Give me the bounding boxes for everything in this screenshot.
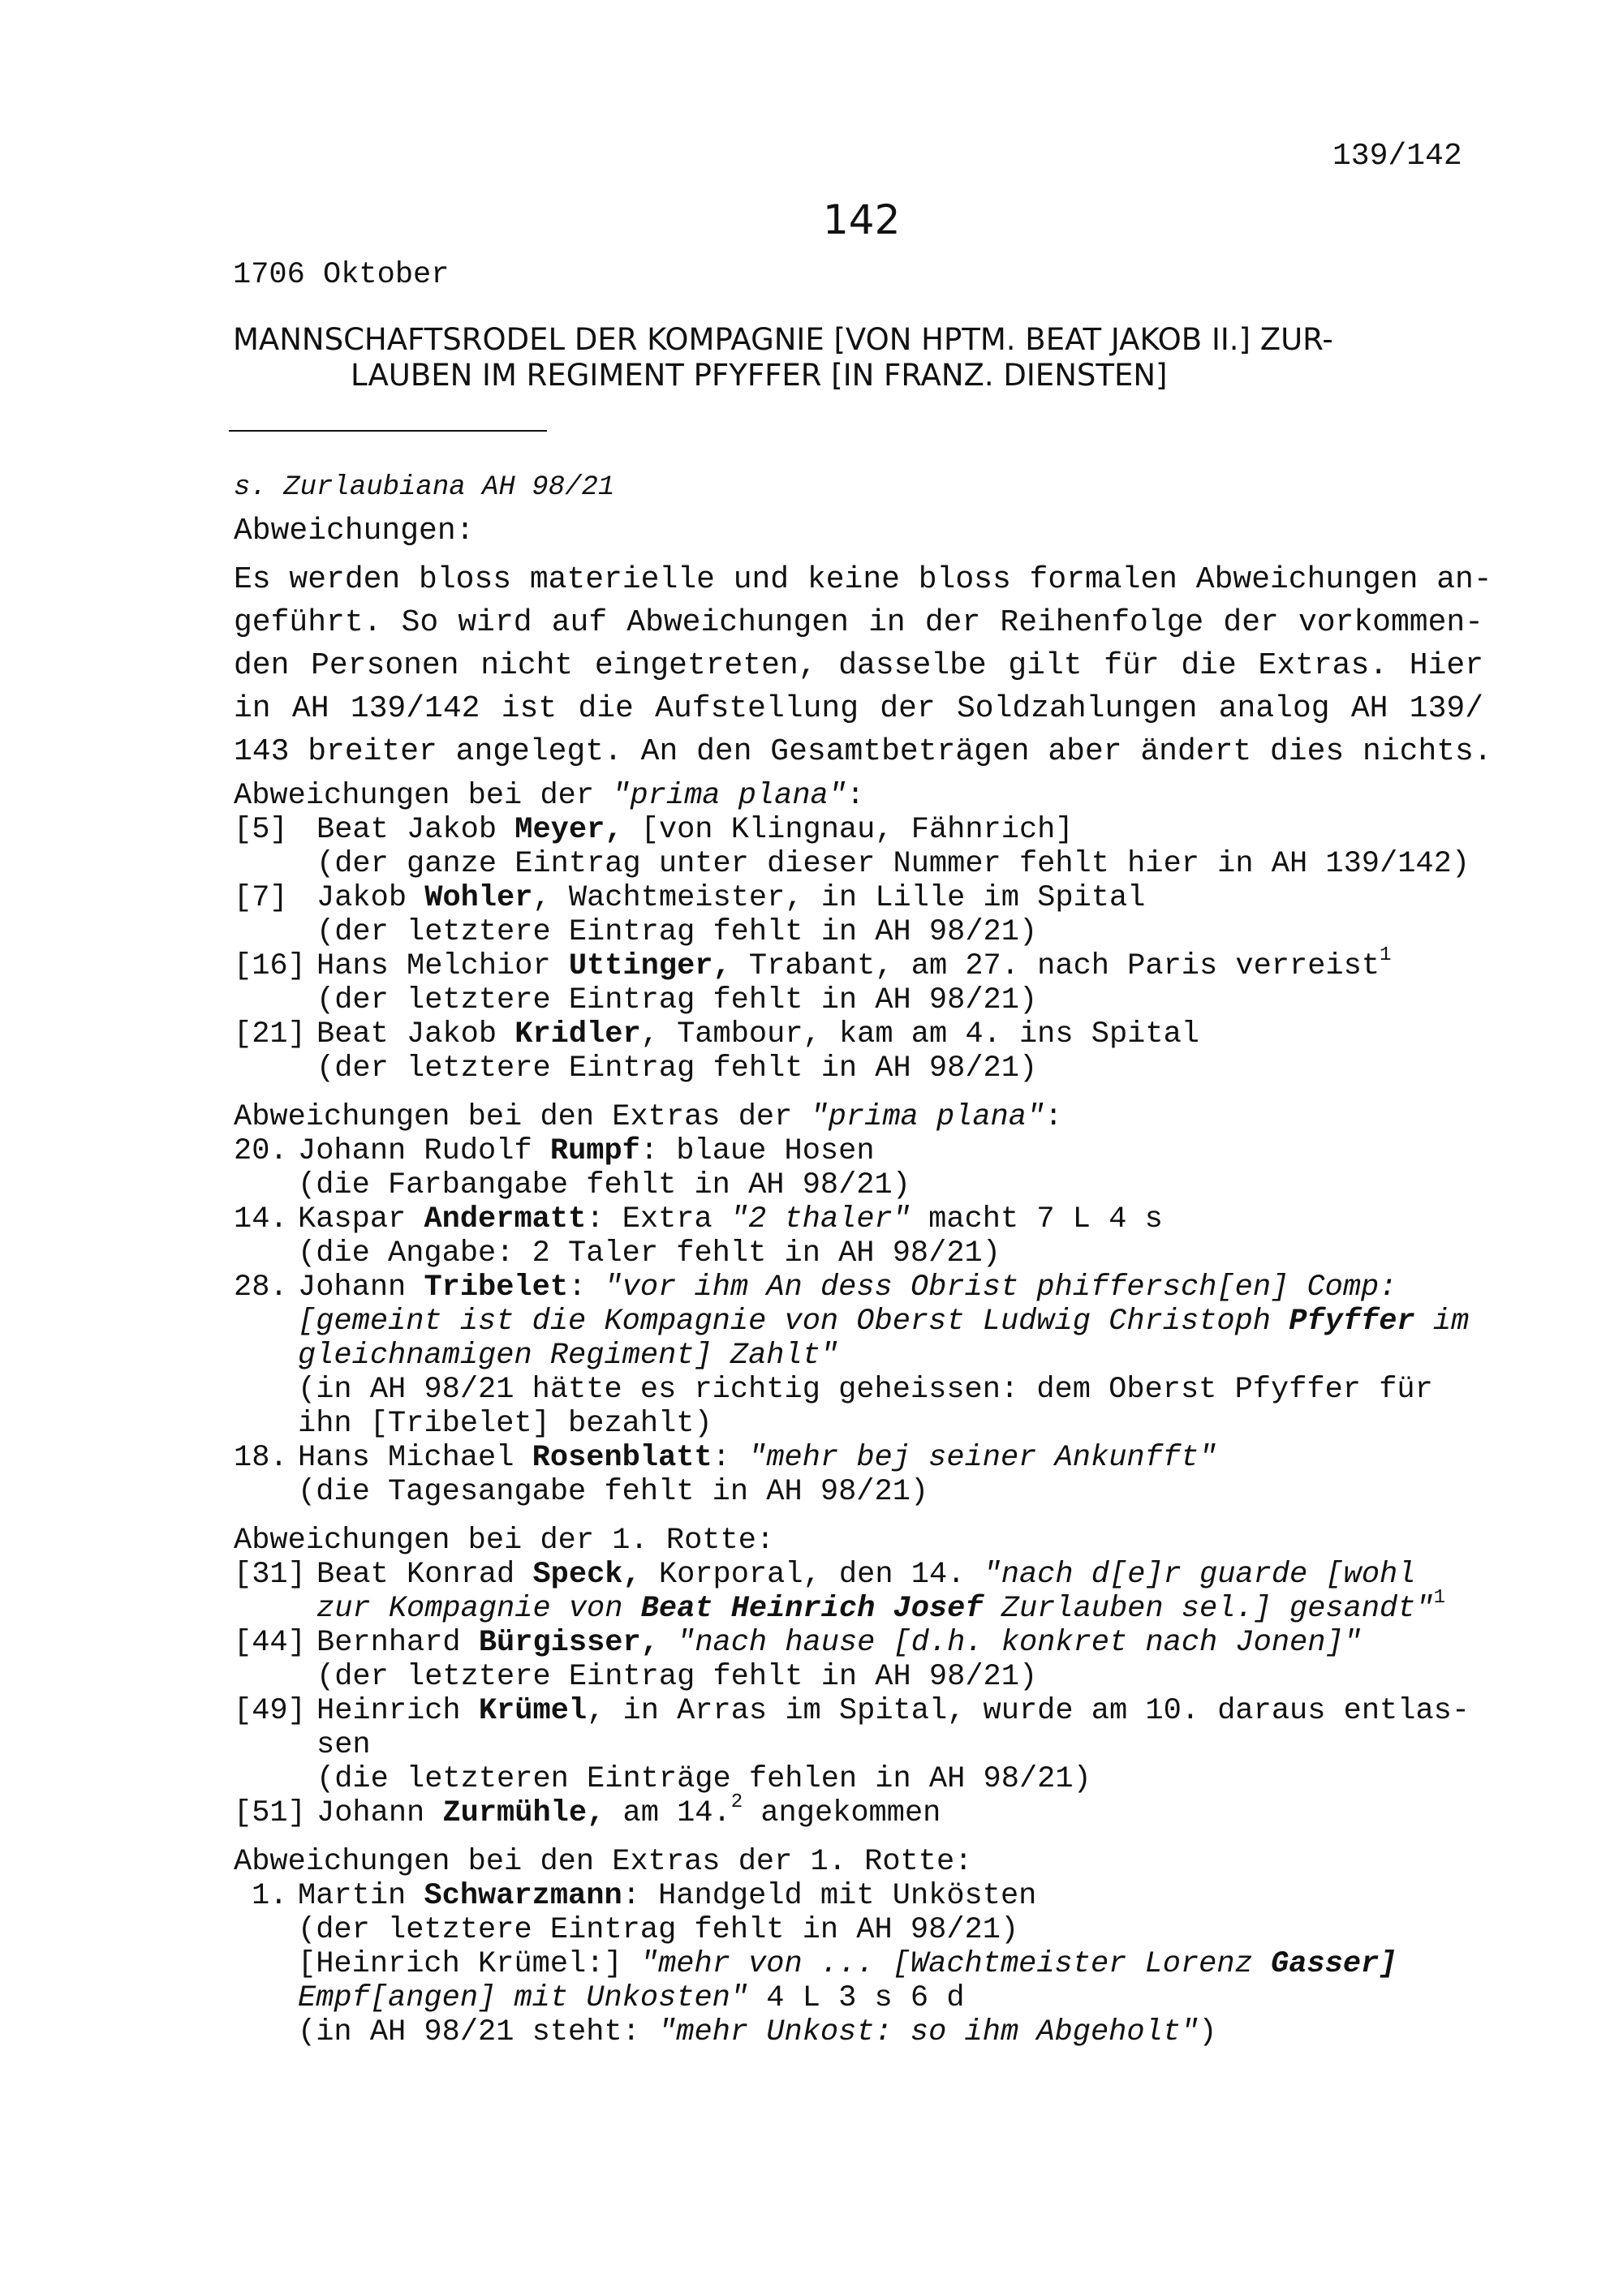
entry-note: (die Angabe: 2 Taler fehlt in AH 98/21) (298, 1236, 1001, 1271)
prima-plana-heading: Abweichungen bei der "prima plana": (234, 779, 865, 813)
entry-note: (die Tagesangabe fehlt in AH 98/21) (298, 1475, 929, 1509)
document-title-line-2: LAUBEN IM REGIMENT PFYFFER [IN FRANZ. DIENSTEN] (351, 358, 1168, 393)
entry-line: [Heinrich Krümel:] "mehr von ... [Wachtmeister Lorenz Gasser] (298, 1947, 1397, 1981)
entry-note: (der letztere Eintrag fehlt in AH 98/21) (298, 1913, 1019, 1947)
entry-number: 14. (234, 1202, 288, 1236)
entry-line: Kaspar Andermatt: Extra "2 thaler" macht 7 L 4 s (298, 1202, 1163, 1236)
document-number: 142 (823, 196, 901, 243)
entry-number: [49] (234, 1694, 306, 1728)
entry-note: (der letztere Eintrag fehlt in AH 98/21) (316, 915, 1038, 949)
entry-note: (in AH 98/21 hätte es richtig geheissen: dem Oberst Pfyffer für (298, 1373, 1433, 1407)
entry-line: Johann Tribelet: "vor ihm An dess Obrist phiffersch[en] Comp: (298, 1271, 1397, 1305)
entry-number: 28. (234, 1271, 288, 1305)
entry-note: ihn [Tribelet] bezahlt) (298, 1407, 712, 1441)
entry-number: [44] (234, 1626, 306, 1660)
entry-line: sen (316, 1728, 371, 1762)
entry-number: 18. (234, 1441, 288, 1475)
source-reference: s. Zurlaubiana AH 98/21 (234, 472, 615, 503)
entry-note: (der letztere Eintrag fehlt in AH 98/21) (316, 983, 1038, 1017)
intro-heading: Abweichungen: (234, 514, 475, 548)
entry-line: Hans Melchior Uttinger, Trabant, am 27. nach Paris verreist$^1$ (316, 944, 1392, 983)
entry-number: 1. (252, 1879, 288, 1913)
entry-note: (die letzteren Einträge fehlen in AH 98/21) (316, 1762, 1091, 1796)
entry-note: (der ganze Eintrag unter dieser Nummer fehlt hier in AH 139/142) (316, 847, 1470, 881)
entry-line: Johann Zurmühle, am 14.$^2$ angekommen (316, 1791, 941, 1830)
document-title-line-1: MANNSCHAFTSRODEL DER KOMPAGNIE [VON HPTM. BEAT JAKOB II.] ZUR- (233, 322, 1333, 357)
entry-line: Beat Jakob Meyer, [von Klingnau, Fähnrich] (316, 813, 1074, 847)
entry-number: [5] (234, 813, 288, 847)
intro-line: geführt. So wird auf Abweichungen in der Reihenfolge der vorkommen- (234, 605, 1483, 640)
entry-note: (der letztere Eintrag fehlt in AH 98/21) (316, 1051, 1038, 1086)
footnote-marker: 1 (1433, 1586, 1446, 1609)
entry-number: [31] (234, 1558, 306, 1592)
intro-line: in AH 139/142 ist die Aufstellung der Soldzahlungen analog AH 139/ (234, 691, 1483, 726)
intro-line: 143 breiter angelegt. An den Gesamtbeträgen aber ändert dies nichts. (234, 734, 1492, 769)
rotte1-heading: Abweichungen bei der 1. Rotte: (234, 1524, 775, 1558)
entry-line: zur Kompagnie von Beat Heinrich Josef Zurlauben sel.] gesandt"$^1$ (316, 1586, 1446, 1626)
entry-line: [gemeint ist die Kompagnie von Oberst Ludwig Christoph Pfyffer im (298, 1305, 1470, 1339)
entry-number: [21] (234, 1017, 306, 1051)
intro-line: den Personen nicht eingetreten, dasselbe gilt für die Extras. Hier (234, 648, 1483, 683)
entry-number: 20. (234, 1134, 288, 1168)
title-divider (229, 430, 547, 432)
entry-line: Empf[angen] mit Unkosten" 4 L 3 s 6 d (298, 1981, 965, 2015)
entry-line: Beat Jakob Kridler, Tambour, kam am 4. ins Spital (316, 1017, 1199, 1051)
extras-rotte1-heading: Abweichungen bei den Extras der 1. Rotte: (234, 1845, 973, 1879)
extras-prima-heading: Abweichungen bei den Extras der "prima plana": (234, 1100, 1063, 1134)
entry-line: Heinrich Krümel, in Arras im Spital, wurde am 10. daraus entlas- (316, 1694, 1470, 1728)
document-date: 1706 Oktober (233, 258, 450, 292)
entry-note: (in AH 98/21 steht: "mehr Unkost: so ihm Abgeholt") (298, 2015, 1217, 2049)
footnote-marker: 2 (730, 1791, 743, 1813)
entry-line: Beat Konrad Speck, Korporal, den 14. "nach d[e]r guarde [wohl (316, 1558, 1416, 1592)
entry-line: Martin Schwarzmann: Handgeld mit Unkösten (298, 1879, 1037, 1913)
entry-note: (der letztere Eintrag fehlt in AH 98/21) (316, 1660, 1038, 1694)
entry-line: Johann Rudolf Rumpf: blaue Hosen (298, 1134, 875, 1168)
page-reference: 139/142 (1332, 139, 1462, 174)
entry-number: [7] (234, 881, 288, 915)
intro-line: Es werden bloss materielle und keine bloss formalen Abweichungen an- (234, 562, 1492, 597)
entry-number: [16] (234, 949, 306, 983)
footnote-marker: 1 (1380, 944, 1392, 966)
entry-number: [51] (234, 1796, 306, 1830)
entry-line: Jakob Wohler, Wachtmeister, in Lille im Spital (316, 881, 1146, 915)
entry-line: Bernhard Bürgisser, "nach hause [d.h. konkret nach Jonen]" (316, 1626, 1362, 1660)
intro-paragraph (234, 558, 1492, 773)
entry-line: gleichnamigen Regiment] Zahlt" (298, 1339, 839, 1373)
entry-note: (die Farbangabe fehlt in AH 98/21) (298, 1168, 911, 1202)
entry-line: Hans Michael Rosenblatt: "mehr bej seiner Ankunfft" (298, 1441, 1217, 1475)
